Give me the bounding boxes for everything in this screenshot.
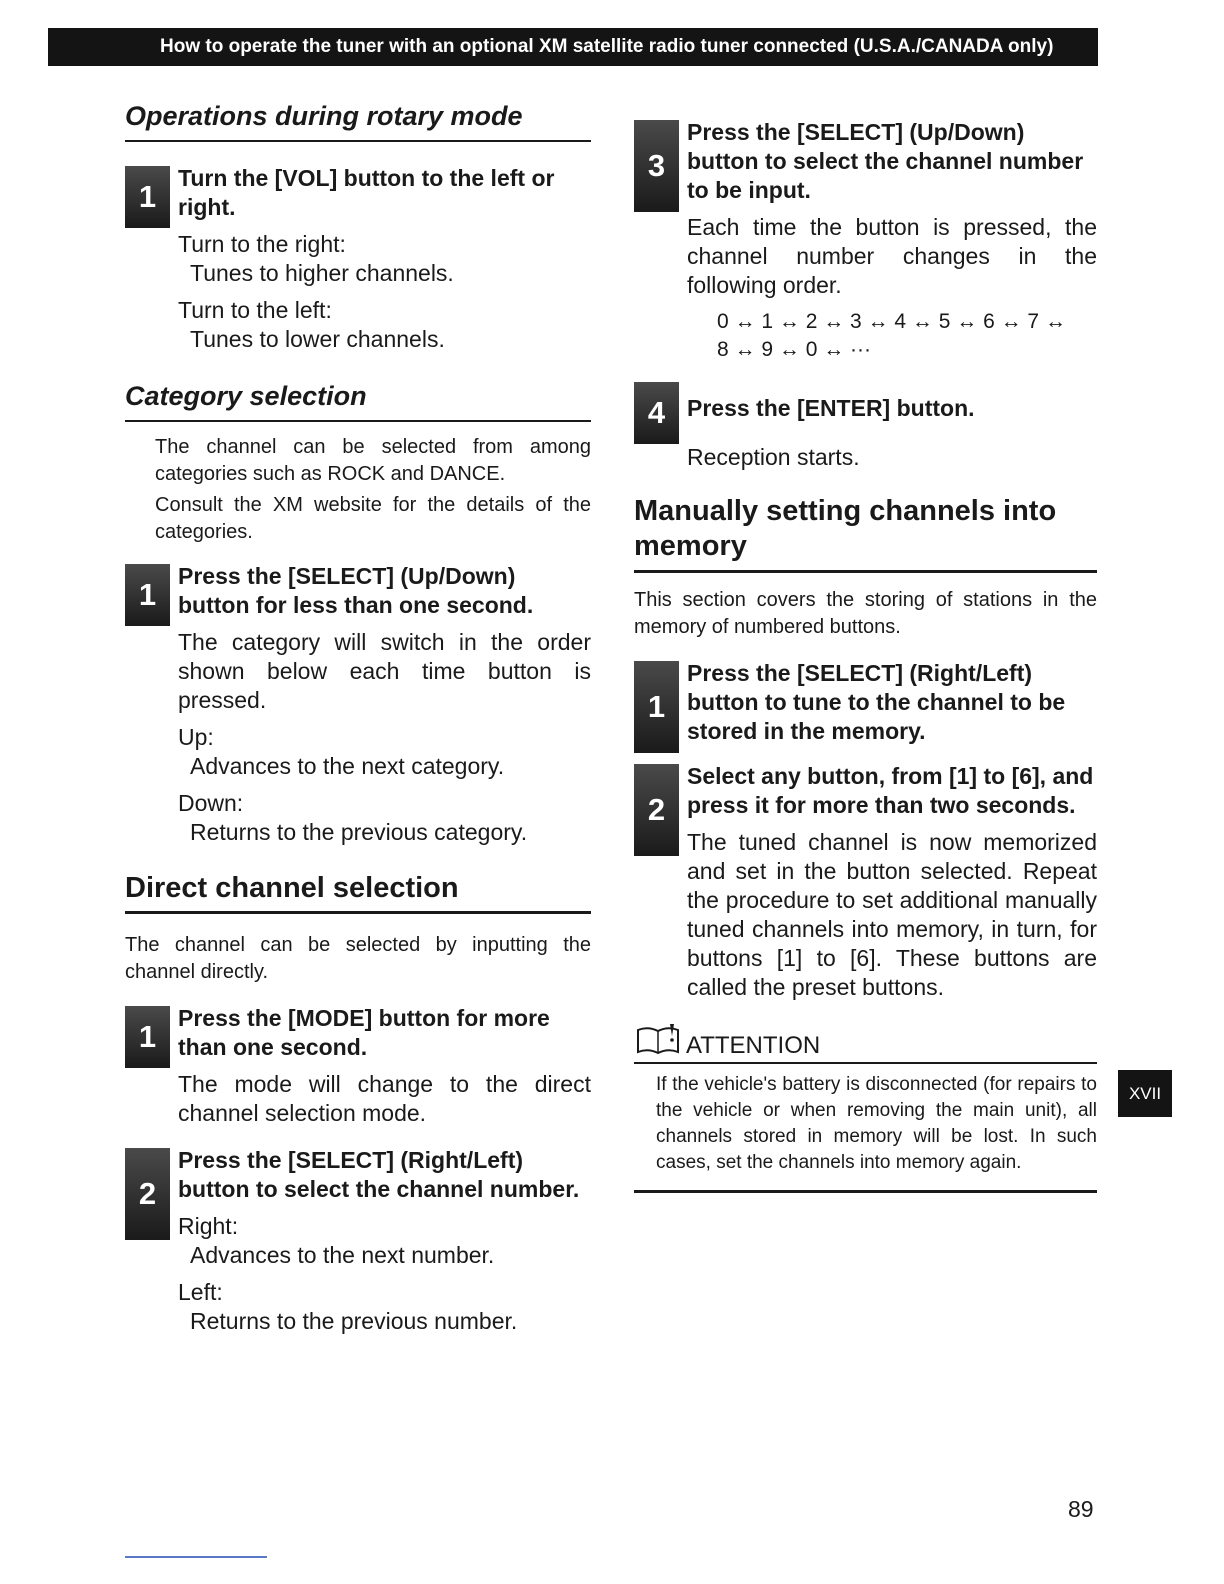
channel-sequence-line-2: 8 ↔ 9 ↔ 0 ↔ ··· (717, 338, 872, 361)
memory-step-2 (634, 762, 1097, 1002)
attention-header (634, 1022, 1097, 1064)
direct-intro: The channel can be selected by inputting the channel directly. (125, 934, 591, 984)
rotary-left-label: Turn to the left: (178, 296, 332, 323)
direct-heading-rule (125, 911, 591, 914)
right-column (634, 118, 1097, 1193)
step-number-badge: 3 (634, 120, 679, 212)
direct-left-text: Returns to the previous number. (190, 1308, 518, 1335)
rotary-step-1-title: Turn the [VOL] button to the left or right. (178, 164, 555, 220)
page-number: 89 (1068, 1496, 1094, 1522)
direct-step-2-title: Press the [SELECT] (Right/Left) button to select the channel number. (178, 1147, 580, 1203)
direct-right-label: Right: (178, 1213, 239, 1240)
memory-intro: This section covers the storing of stations in the memory of numbered buttons. (634, 588, 1097, 638)
direct-step-4-body: Reception starts. (687, 444, 860, 470)
book-attention-icon (634, 1022, 684, 1060)
channel-sequence-line-1: 0 ↔ 1 ↔ 2 ↔ 3 ↔ 4 ↔ 5 ↔ 6 ↔ 7 ↔ (717, 310, 1066, 333)
direct-step-1-title: Press the [MODE] button for more than one second. (178, 1005, 550, 1061)
step-number-badge: 1 (125, 1006, 170, 1068)
rotary-left-text: Tunes to lower channels. (190, 325, 445, 352)
attention-label: ATTENTION (686, 1031, 821, 1059)
left-column (125, 100, 591, 1336)
rotary-right-label: Turn to the right: (178, 230, 346, 257)
direct-left-label: Left: (178, 1279, 223, 1306)
page-header-title: How to operate the tuner with an optional XM satellite radio tuner connected (U.S.A./CANADA only) (160, 36, 1054, 57)
direct-step-3-body: Each time the button is pressed, the channel number changes in the following order. (687, 214, 1097, 298)
memory-step-1-title: Press the [SELECT] (Right/Left) button to tune to the channel to be stored in the memory. (687, 659, 1066, 744)
direct-step-1 (125, 1004, 591, 1128)
category-step-1-body: The category will switch in the order shown below each time button is pressed. (178, 628, 591, 713)
category-down-text: Returns to the previous category. (190, 818, 528, 845)
step-number-badge: 2 (634, 764, 679, 856)
memory-step-2-title: Select any button, from [1] to [6], and press it for more than two seconds. (687, 762, 1094, 818)
direct-step-3-title: Press the [SELECT] (Up/Down) button to select the channel number to be input. (687, 119, 1084, 203)
category-step-1 (125, 562, 591, 847)
rotary-heading-rule (125, 140, 591, 142)
category-up-label: Up: (178, 723, 214, 750)
attention-body: If the vehicle's battery is disconnected (for repairs to the vehicle or when removing the main unit), all channels stored in memory will be lost. In such cases, set the channels into memory again. (656, 1073, 1097, 1173)
page-header-bar (48, 28, 1098, 66)
attention-end-rule (634, 1190, 1097, 1193)
step-number-badge: 1 (634, 661, 679, 753)
memory-step-2-body: The tuned channel is now memorized and set in the button selected. Repeat the procedure to set additional manually tuned channels into memory, in turn, for buttons [1] to [6]. These buttons are called the preset buttons. (687, 828, 1097, 1000)
step-number-badge: 1 (125, 166, 170, 228)
direct-step-2 (125, 1146, 591, 1336)
memory-heading: Manually setting channels into memory (634, 495, 1057, 562)
category-up-text: Advances to the next category. (190, 752, 505, 779)
direct-heading: Direct channel selection (125, 871, 459, 904)
memory-step-1 (634, 659, 1097, 746)
step-number-badge: 1 (125, 564, 170, 626)
category-heading: Category selection (125, 380, 367, 411)
chapter-tab: XVII (1118, 1070, 1172, 1117)
step-number-badge: 4 (634, 382, 679, 444)
memory-heading-rule (634, 570, 1097, 573)
direct-right-text: Advances to the next number. (190, 1242, 495, 1269)
rotary-heading: Operations during rotary mode (125, 101, 523, 131)
rotary-right-text: Tunes to higher channels. (190, 259, 454, 286)
category-intro-1: The channel can be selected from among categories such as ROCK and DANCE. (155, 435, 591, 485)
category-step-1-title: Press the [SELECT] (Up/Down) button for less than one second. (178, 562, 534, 618)
rotary-step-1 (125, 164, 591, 354)
category-heading-rule (125, 420, 591, 422)
direct-step-3 (634, 118, 1097, 364)
direct-step-4 (634, 382, 1097, 472)
bottom-link-underline (125, 1556, 267, 1558)
step-number-badge: 2 (125, 1148, 170, 1240)
attention-box (634, 1022, 1097, 1193)
category-intro-2: Consult the XM website for the details of the categories. (155, 493, 591, 543)
direct-step-1-body: The mode will change to the direct channel selection mode. (178, 1071, 591, 1127)
category-down-label: Down: (178, 789, 244, 816)
direct-step-4-title: Press the [ENTER] button. (687, 395, 975, 421)
